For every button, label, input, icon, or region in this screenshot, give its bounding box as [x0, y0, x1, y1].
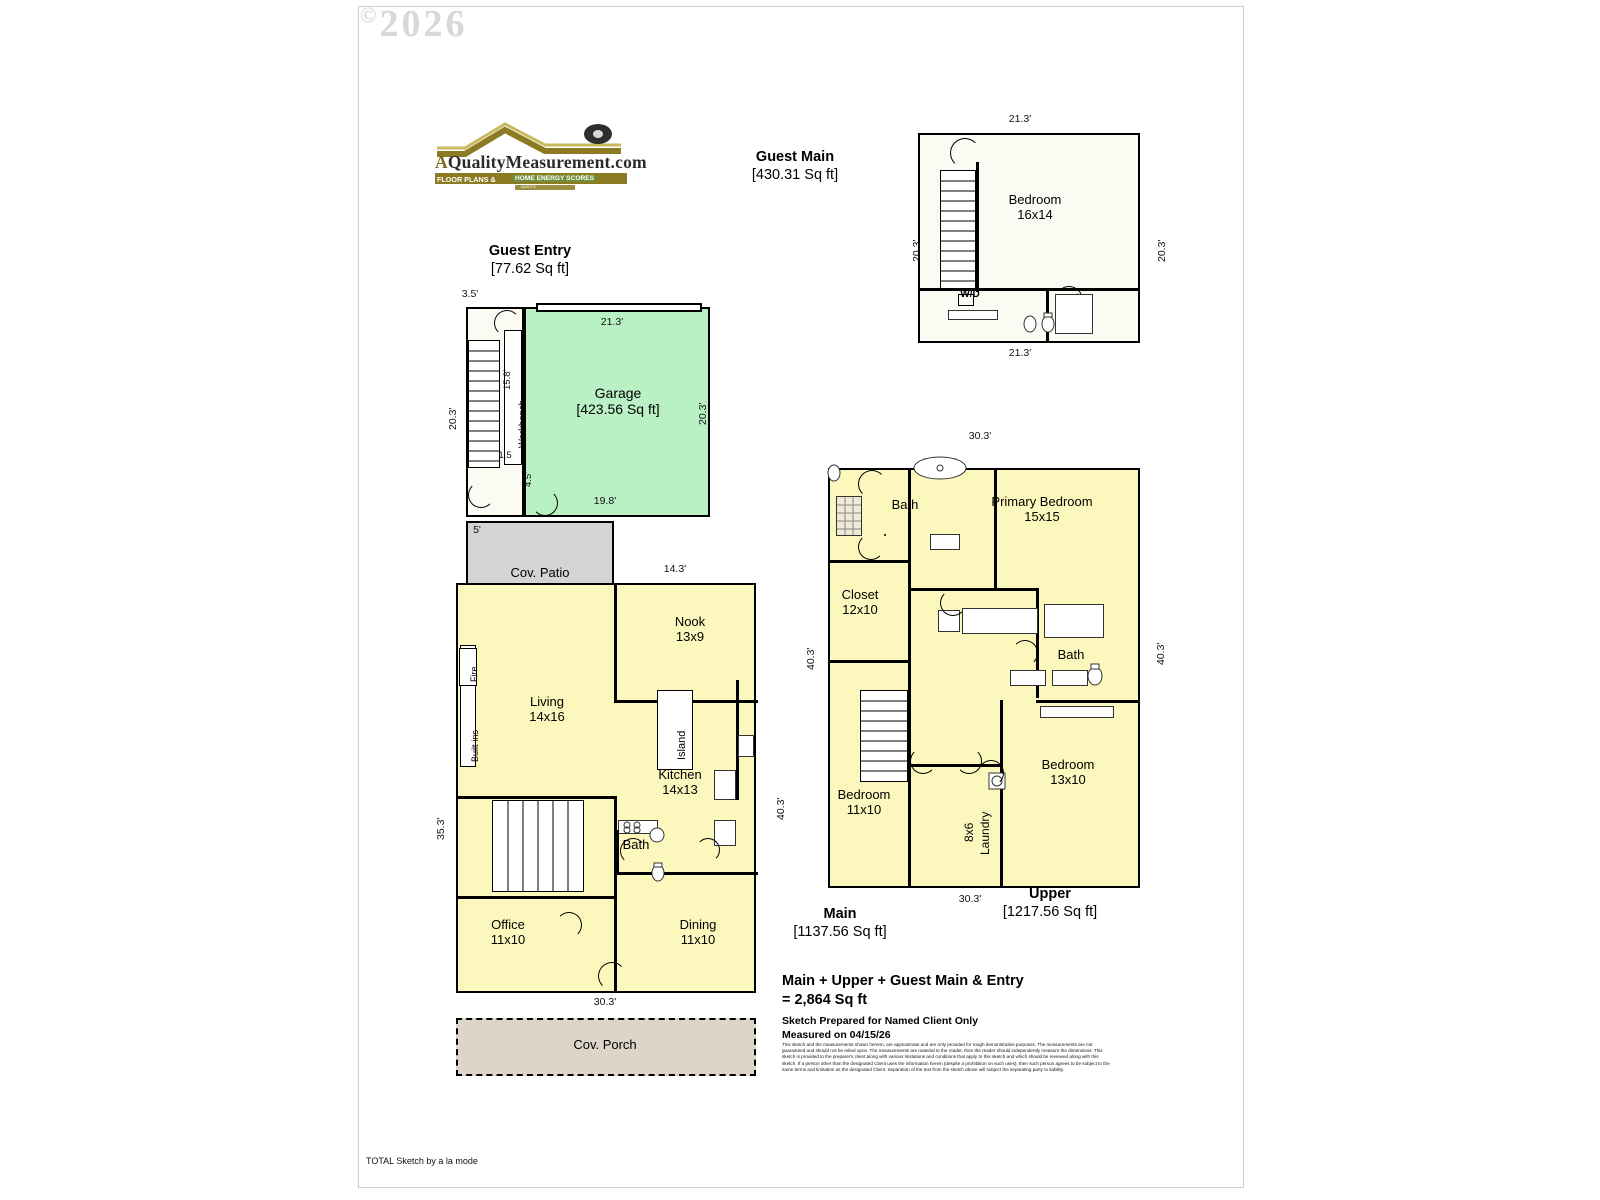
main-dim-bottom: 30.3' [593, 996, 617, 1008]
tub-fixture-2 [1044, 604, 1104, 638]
main-wall-5 [456, 896, 616, 899]
guest-main-area: [430.31 Sq ft] [751, 167, 839, 184]
logo-tagline-mid: HOME ENERGY SCORES [515, 174, 595, 182]
main-stairs [492, 800, 584, 892]
door-swing-ge-3 [532, 490, 558, 516]
upper-title [965, 885, 1135, 921]
room-name: W/D [960, 289, 980, 300]
door-swing-main-bath [620, 838, 646, 864]
room-size: 16x14 [1017, 206, 1053, 222]
sink-icon [648, 826, 666, 844]
upper-area: [1217.56 Sq ft] [1002, 904, 1098, 921]
vanity-fixture-2 [930, 534, 960, 550]
room-size: 11x10 [846, 801, 882, 817]
closet-shelf-2 [962, 608, 1038, 634]
room-name: Cov. Porch [573, 1037, 637, 1052]
prepared-text: Sketch Prepared for Named Client Only [782, 1015, 979, 1027]
watermark-year: 2026 [379, 3, 468, 45]
laundry-size: 8x6 [962, 822, 976, 842]
ge-dim-bench-v: 15.8' [502, 369, 513, 390]
room-name: Bedroom [1008, 192, 1062, 207]
upper-wall-2 [828, 560, 911, 563]
room-size: 13x10 [1050, 771, 1086, 787]
shower-tile-icon [837, 497, 861, 535]
logo-tagline-bar [435, 173, 627, 184]
guest-entry-title-text: Guest Entry [488, 243, 572, 259]
fireplace-label: Fire [469, 666, 479, 682]
guest-main-title [690, 148, 900, 184]
main-title [770, 905, 910, 941]
logo-domain [435, 152, 647, 173]
upper-stairs [860, 690, 908, 782]
main-dim-left: 35.3' [435, 817, 447, 840]
ge-dim-inner-right: 20.3' [697, 402, 709, 425]
room-name: Primary Bedroom [991, 494, 1093, 509]
office-label [455, 918, 561, 948]
room-name: Dining [679, 917, 717, 932]
guest-main-bedroom-label [960, 193, 1110, 223]
laundry-label [978, 812, 992, 855]
vanity-fixture-3 [1010, 670, 1046, 686]
door-swing-gm-1 [950, 138, 980, 168]
room-size: 14x13 [662, 781, 698, 797]
summary-line2: = 2,864 Sq ft [782, 991, 868, 1008]
upper-title-text: Upper [1029, 886, 1071, 902]
upper-wall-3 [994, 468, 997, 588]
upper-dim-top: 30.3' [968, 430, 992, 442]
upper-wall-6 [1036, 700, 1140, 703]
guest-entry-area: [77.62 Sq ft] [490, 261, 570, 278]
door-swing-ge-1 [494, 310, 520, 336]
room-size: 15x15 [1024, 508, 1060, 524]
door-swing-pantry [696, 838, 720, 862]
ge-dim-topleft: 3.5' [461, 288, 479, 300]
door-swing-up-7 [978, 760, 1004, 786]
watermark [360, 2, 467, 46]
ge-dim-bench-b: 1.5 [498, 450, 512, 461]
stair-treads [493, 801, 583, 891]
upper-bath1-label [870, 498, 940, 513]
nook-label [640, 615, 740, 645]
bedroom-11x10-label [812, 788, 916, 818]
closet-label [812, 588, 908, 618]
upper-wall-4 [908, 588, 1038, 591]
logo-domain-a: A [435, 152, 448, 172]
patio-dim-left: 5' [473, 524, 481, 536]
cabinet-fixture [738, 735, 754, 757]
room-name: Cov. Patio [510, 565, 570, 580]
toilet-icon [826, 462, 842, 482]
logo-tagline-small: AUDITS [521, 184, 536, 189]
room-name: Office [491, 917, 525, 932]
footer-credit: TOTAL Sketch by a la mode [366, 1156, 478, 1166]
upper-dim-bottom: 30.3' [958, 893, 982, 905]
primary-bedroom-label [990, 495, 1094, 525]
vanity-fixture-4 [1052, 670, 1088, 686]
door-swing-up-2 [858, 534, 884, 560]
tub-icon [912, 455, 968, 481]
guest-main-wall-1 [976, 162, 979, 292]
guest-main-title-text: Guest Main [755, 149, 835, 165]
counter-fixture [948, 310, 998, 320]
upper-wall-7 [908, 666, 911, 888]
main-dim-right: 40.3' [775, 797, 787, 820]
room-name: Closet [841, 587, 879, 602]
sink-icon [1022, 314, 1038, 334]
dining-label [645, 918, 751, 948]
garage-label [528, 385, 708, 417]
room-size: 14x16 [529, 708, 565, 724]
cov-porch-label [500, 1038, 710, 1053]
prepared-note [782, 1014, 1122, 1042]
guest-entry-stairs [468, 340, 500, 468]
stair-treads [941, 171, 975, 289]
room-size: 11x10 [680, 931, 716, 947]
summary-line1: Main + Upper + Guest Main & Entry [782, 973, 1024, 989]
room-name: Living [530, 694, 564, 709]
stair-treads [469, 341, 499, 467]
room-size: 11x10 [490, 931, 526, 947]
door-swing-up-4 [1012, 640, 1038, 666]
main-wall-3 [456, 796, 616, 799]
room-name: Bath [891, 497, 919, 512]
main-wall-6 [614, 872, 758, 875]
closet-rod [1040, 706, 1114, 718]
room-name: Bath [622, 837, 650, 852]
room-name: Bedroom [1041, 757, 1095, 772]
ge-dim-topright: 21.3' [600, 316, 624, 328]
room-name: Bath [1057, 647, 1085, 662]
gm-dim-left: 20.3' [911, 239, 923, 262]
guest-main-wd-label [948, 289, 992, 301]
disclaimer: This sketch and the measurements shown hereon, are approximate and are only provided for rough demonstrative purposes. The measurements are not guaranteed and should not be relied upon. The measurements are material to the reader, then the reader should independently measure the dimensions. This sketch is provided to the preparer's client along with various limitations and conditions that apply to this sketch and which should be reviewed along with this sketch. If a person other than the designated Client uses the information herein (despite a prohibition on such uses), then such person agrees to be subject to the same terms and limitation as the designated Client. Separation of the text from the sketch above will subject the separating party to liability. [782, 1042, 1110, 1072]
island-label: Island [676, 730, 688, 760]
upper-bath2-label [1038, 648, 1104, 663]
tub-fixture [1055, 294, 1093, 334]
main-title-text: Main [823, 906, 857, 922]
toilet-icon [1086, 662, 1104, 688]
main-wall-1 [614, 583, 617, 703]
gm-dim-bottom: 21.3' [1008, 347, 1032, 359]
door-swing-up-5 [910, 748, 936, 774]
guest-entry-title [425, 242, 635, 278]
gm-dim-top: 21.3' [1008, 113, 1032, 125]
room-size: 12x10 [842, 601, 878, 617]
gm-dim-right: 20.3' [1156, 239, 1168, 262]
garage-door [536, 303, 702, 312]
cov-patio-label [470, 566, 610, 581]
vanity-fixture-1 [884, 534, 886, 536]
upper-wall-10 [828, 660, 910, 663]
door-swing-ge-2 [468, 482, 494, 508]
shower-fixture [836, 496, 862, 536]
guest-main-stairs [940, 170, 976, 290]
room-name: Kitchen [658, 767, 702, 782]
watermark-copyright: © [360, 2, 380, 28]
workbench-label: Workbench [517, 400, 528, 448]
door-swing-up-3 [940, 590, 966, 616]
room-name: Garage [594, 385, 642, 401]
measured-text: Measured on 04/15/26 [782, 1029, 891, 1042]
built-ins-label: Built-ins [470, 729, 480, 762]
room-name: Bedroom [837, 787, 891, 802]
logo-tagline-left: FLOOR PLANS & [437, 174, 496, 184]
stair-treads [861, 691, 907, 781]
logo-underbar [515, 185, 575, 190]
total-summary [782, 972, 1132, 1010]
logo-domain-rest: QualityMeasurement.com [447, 152, 647, 172]
upper-wall-8 [1000, 700, 1003, 888]
room-name: Laundry [978, 811, 992, 855]
ge-dim-left: 20.3' [447, 407, 459, 430]
ge-dim-diag: 4.5' [523, 471, 534, 487]
ge-dim-bottom: 19.8' [593, 495, 617, 507]
toilet-icon [1040, 312, 1056, 334]
kitchen-label [628, 768, 732, 798]
bedroom-13x10-label [1016, 758, 1120, 788]
door-swing-dining [598, 962, 626, 990]
living-label [492, 695, 602, 725]
toilet-icon [650, 862, 666, 882]
door-swing-up-1 [858, 470, 886, 498]
main-dim-nook-top: 14.3' [663, 563, 687, 575]
upper-dim-left: 40.3' [805, 647, 817, 670]
main-area: [1137.56 Sq ft] [793, 924, 887, 941]
room-size: 13x9 [675, 628, 705, 644]
room-size: [423.56 Sq ft] [576, 401, 660, 418]
upper-dim-right: 40.3' [1155, 642, 1167, 665]
room-name: Nook [674, 614, 706, 629]
